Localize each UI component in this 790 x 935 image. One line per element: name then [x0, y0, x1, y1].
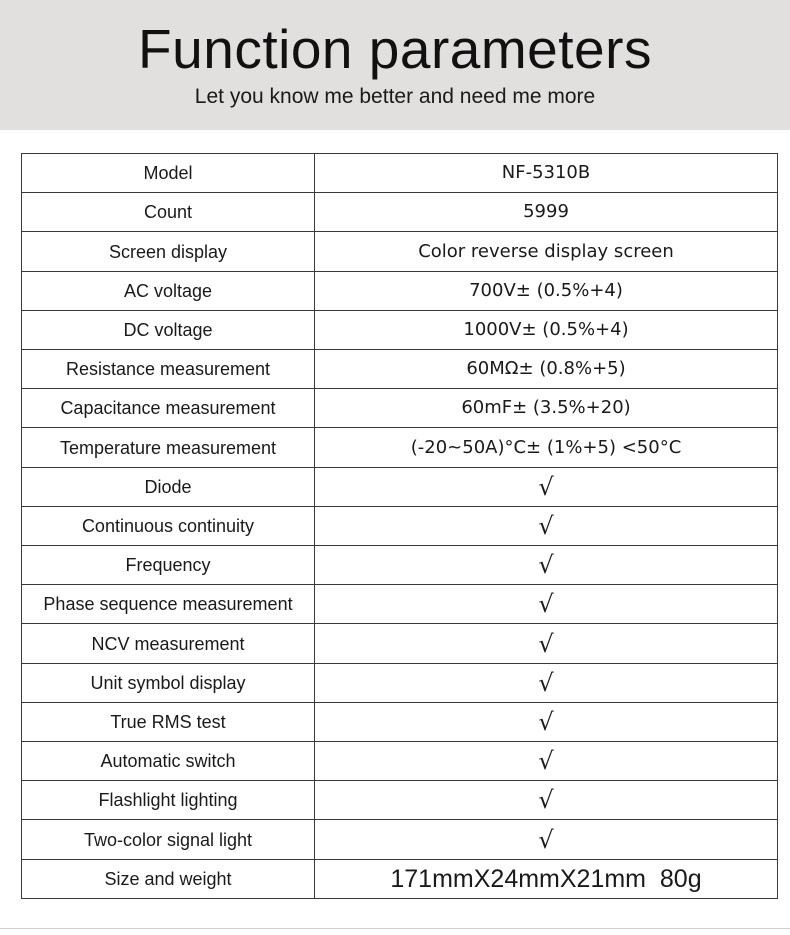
row-label: Continuous continuity — [22, 506, 315, 545]
row-label: Count — [22, 193, 315, 232]
row-label: Model — [22, 154, 315, 193]
table-row-size-weight — [22, 859, 778, 898]
table-row-phase-sequence — [22, 585, 778, 624]
table-row-temperature — [22, 428, 778, 467]
check-mark-icon: √ — [315, 820, 778, 859]
row-value: 700V± (0.5%+4) — [315, 271, 778, 310]
row-label: Capacitance measurement — [22, 389, 315, 428]
table-row-unit-symbol — [22, 663, 778, 702]
row-label: Two-color signal light — [22, 820, 315, 859]
table-row-true-rms — [22, 702, 778, 741]
page-subtitle: Let you know me better and need me more — [194, 85, 596, 108]
row-value: 1000V± (0.5%+4) — [315, 310, 778, 349]
page-title: Function parameters — [138, 18, 652, 80]
row-label: Resistance measurement — [22, 350, 315, 389]
row-label: Size and weight — [22, 859, 315, 898]
check-mark-icon: √ — [315, 467, 778, 506]
check-mark-icon: √ — [315, 546, 778, 585]
table-row-count — [22, 193, 778, 232]
row-label: AC voltage — [22, 271, 315, 310]
row-value: Color reverse display screen — [315, 232, 778, 271]
row-label: Frequency — [22, 546, 315, 585]
row-label: Phase sequence measurement — [22, 585, 315, 624]
row-label: Screen display — [22, 232, 315, 271]
table-row-continuity — [22, 506, 778, 545]
row-value: 60mF± (3.5%+20) — [315, 389, 778, 428]
row-label: Temperature measurement — [22, 428, 315, 467]
header-banner — [0, 0, 790, 130]
row-value: (-20~50A)°C± (1%+5) <50°C — [315, 428, 778, 467]
check-mark-icon: √ — [315, 781, 778, 820]
row-label: True RMS test — [22, 702, 315, 741]
table-row-capacitance — [22, 389, 778, 428]
table-row-model — [22, 154, 778, 193]
check-mark-icon: √ — [315, 702, 778, 741]
row-value: NF-5310B — [315, 154, 778, 193]
table-row-ncv — [22, 624, 778, 663]
check-mark-icon: √ — [315, 624, 778, 663]
table-row-resistance — [22, 350, 778, 389]
row-label: Automatic switch — [22, 742, 315, 781]
row-label: Diode — [22, 467, 315, 506]
row-value: 60MΩ± (0.8%+5) — [315, 350, 778, 389]
bottom-divider — [0, 928, 790, 929]
table-row-flashlight — [22, 781, 778, 820]
check-mark-icon: √ — [315, 742, 778, 781]
table-row-frequency — [22, 546, 778, 585]
row-label: Flashlight lighting — [22, 781, 315, 820]
row-value: 171mmX24mmX21mm 80g — [315, 859, 778, 898]
row-label: DC voltage — [22, 310, 315, 349]
table-row-dc-voltage — [22, 310, 778, 349]
check-mark-icon: √ — [315, 506, 778, 545]
table-row-ac-voltage — [22, 271, 778, 310]
table-row-diode — [22, 467, 778, 506]
row-label: Unit symbol display — [22, 663, 315, 702]
parameters-table — [21, 153, 778, 899]
check-mark-icon: √ — [315, 663, 778, 702]
table-row-automatic-switch — [22, 742, 778, 781]
row-label: NCV measurement — [22, 624, 315, 663]
table-row-signal-light — [22, 820, 778, 859]
table-row-screen-display — [22, 232, 778, 271]
row-value: 5999 — [315, 193, 778, 232]
check-mark-icon: √ — [315, 585, 778, 624]
